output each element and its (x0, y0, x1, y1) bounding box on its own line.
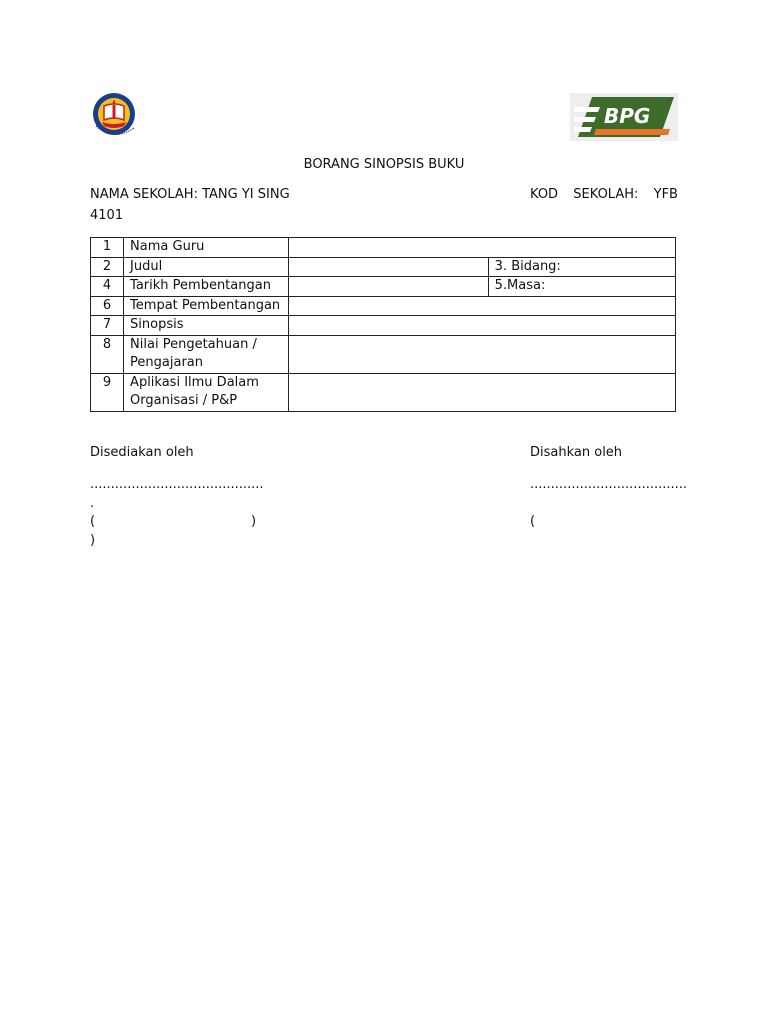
row-number: 6 (91, 296, 124, 316)
row-number: 2 (91, 257, 124, 277)
field-nilai[interactable] (289, 335, 676, 373)
prepared-by-label: Disediakan oleh (90, 445, 194, 460)
synopsis-form-table (90, 237, 676, 412)
row-label: Nilai Pengetahuan / Pengajaran (124, 335, 289, 373)
row-number: 4 (91, 277, 124, 297)
prepared-signature-line: .......................................... (90, 477, 264, 492)
row-label: Aplikasi Ilmu Dalam Organisasi / P&P (124, 373, 289, 411)
wrapped-close-paren: ) (90, 533, 96, 548)
school-code-word: KOD (530, 187, 559, 202)
row-label: Tempat Pembentangan (124, 296, 289, 316)
page-title: BORANG SINOPSIS BUKU (303, 157, 465, 172)
field-nama-guru[interactable] (289, 238, 676, 258)
bpg-logo (570, 93, 678, 141)
prepared-name-close-paren: ) (251, 514, 257, 529)
ministry-crest-logo (90, 92, 140, 140)
school-code (530, 186, 678, 204)
approved-name-open-paren: ( (530, 514, 536, 529)
field-aplikasi[interactable] (289, 373, 676, 411)
row-number: 1 (91, 238, 124, 258)
row-number: 9 (91, 373, 124, 411)
prepared-name-open-paren: ( (90, 514, 96, 529)
row-label: Tarikh Pembentangan (124, 277, 289, 297)
prepared-signature-line-cont: . (90, 496, 95, 511)
row-label: Sinopsis (124, 316, 289, 336)
row-label: Judul (124, 257, 289, 277)
field-judul[interactable] (289, 257, 488, 277)
table-row (91, 238, 676, 258)
table-row (91, 257, 676, 277)
field-sinopsis[interactable] (289, 316, 676, 336)
table-row (91, 373, 676, 411)
school-name: NAMA SEKOLAH: TANG YI SING (90, 187, 290, 202)
row-label: Nama Guru (124, 238, 289, 258)
approved-signature-line: ...................................... (530, 477, 688, 492)
school-code-word: YFB (653, 187, 678, 202)
field-bidang[interactable]: 3. Bidang: (488, 257, 675, 277)
bpg-logo-text: BPG (604, 104, 651, 128)
table-row (91, 335, 676, 373)
field-masa[interactable]: 5.Masa: (488, 277, 675, 297)
table-row (91, 296, 676, 316)
table-row (91, 316, 676, 336)
table-row (91, 277, 676, 297)
row-number: 7 (91, 316, 124, 336)
school-code-word: SEKOLAH: (573, 187, 639, 202)
school-code-continued: 4101 (90, 208, 124, 223)
approved-by-label: Disahkan oleh (530, 445, 623, 460)
row-number: 8 (91, 335, 124, 373)
field-tarikh[interactable] (289, 277, 488, 297)
field-tempat[interactable] (289, 296, 676, 316)
